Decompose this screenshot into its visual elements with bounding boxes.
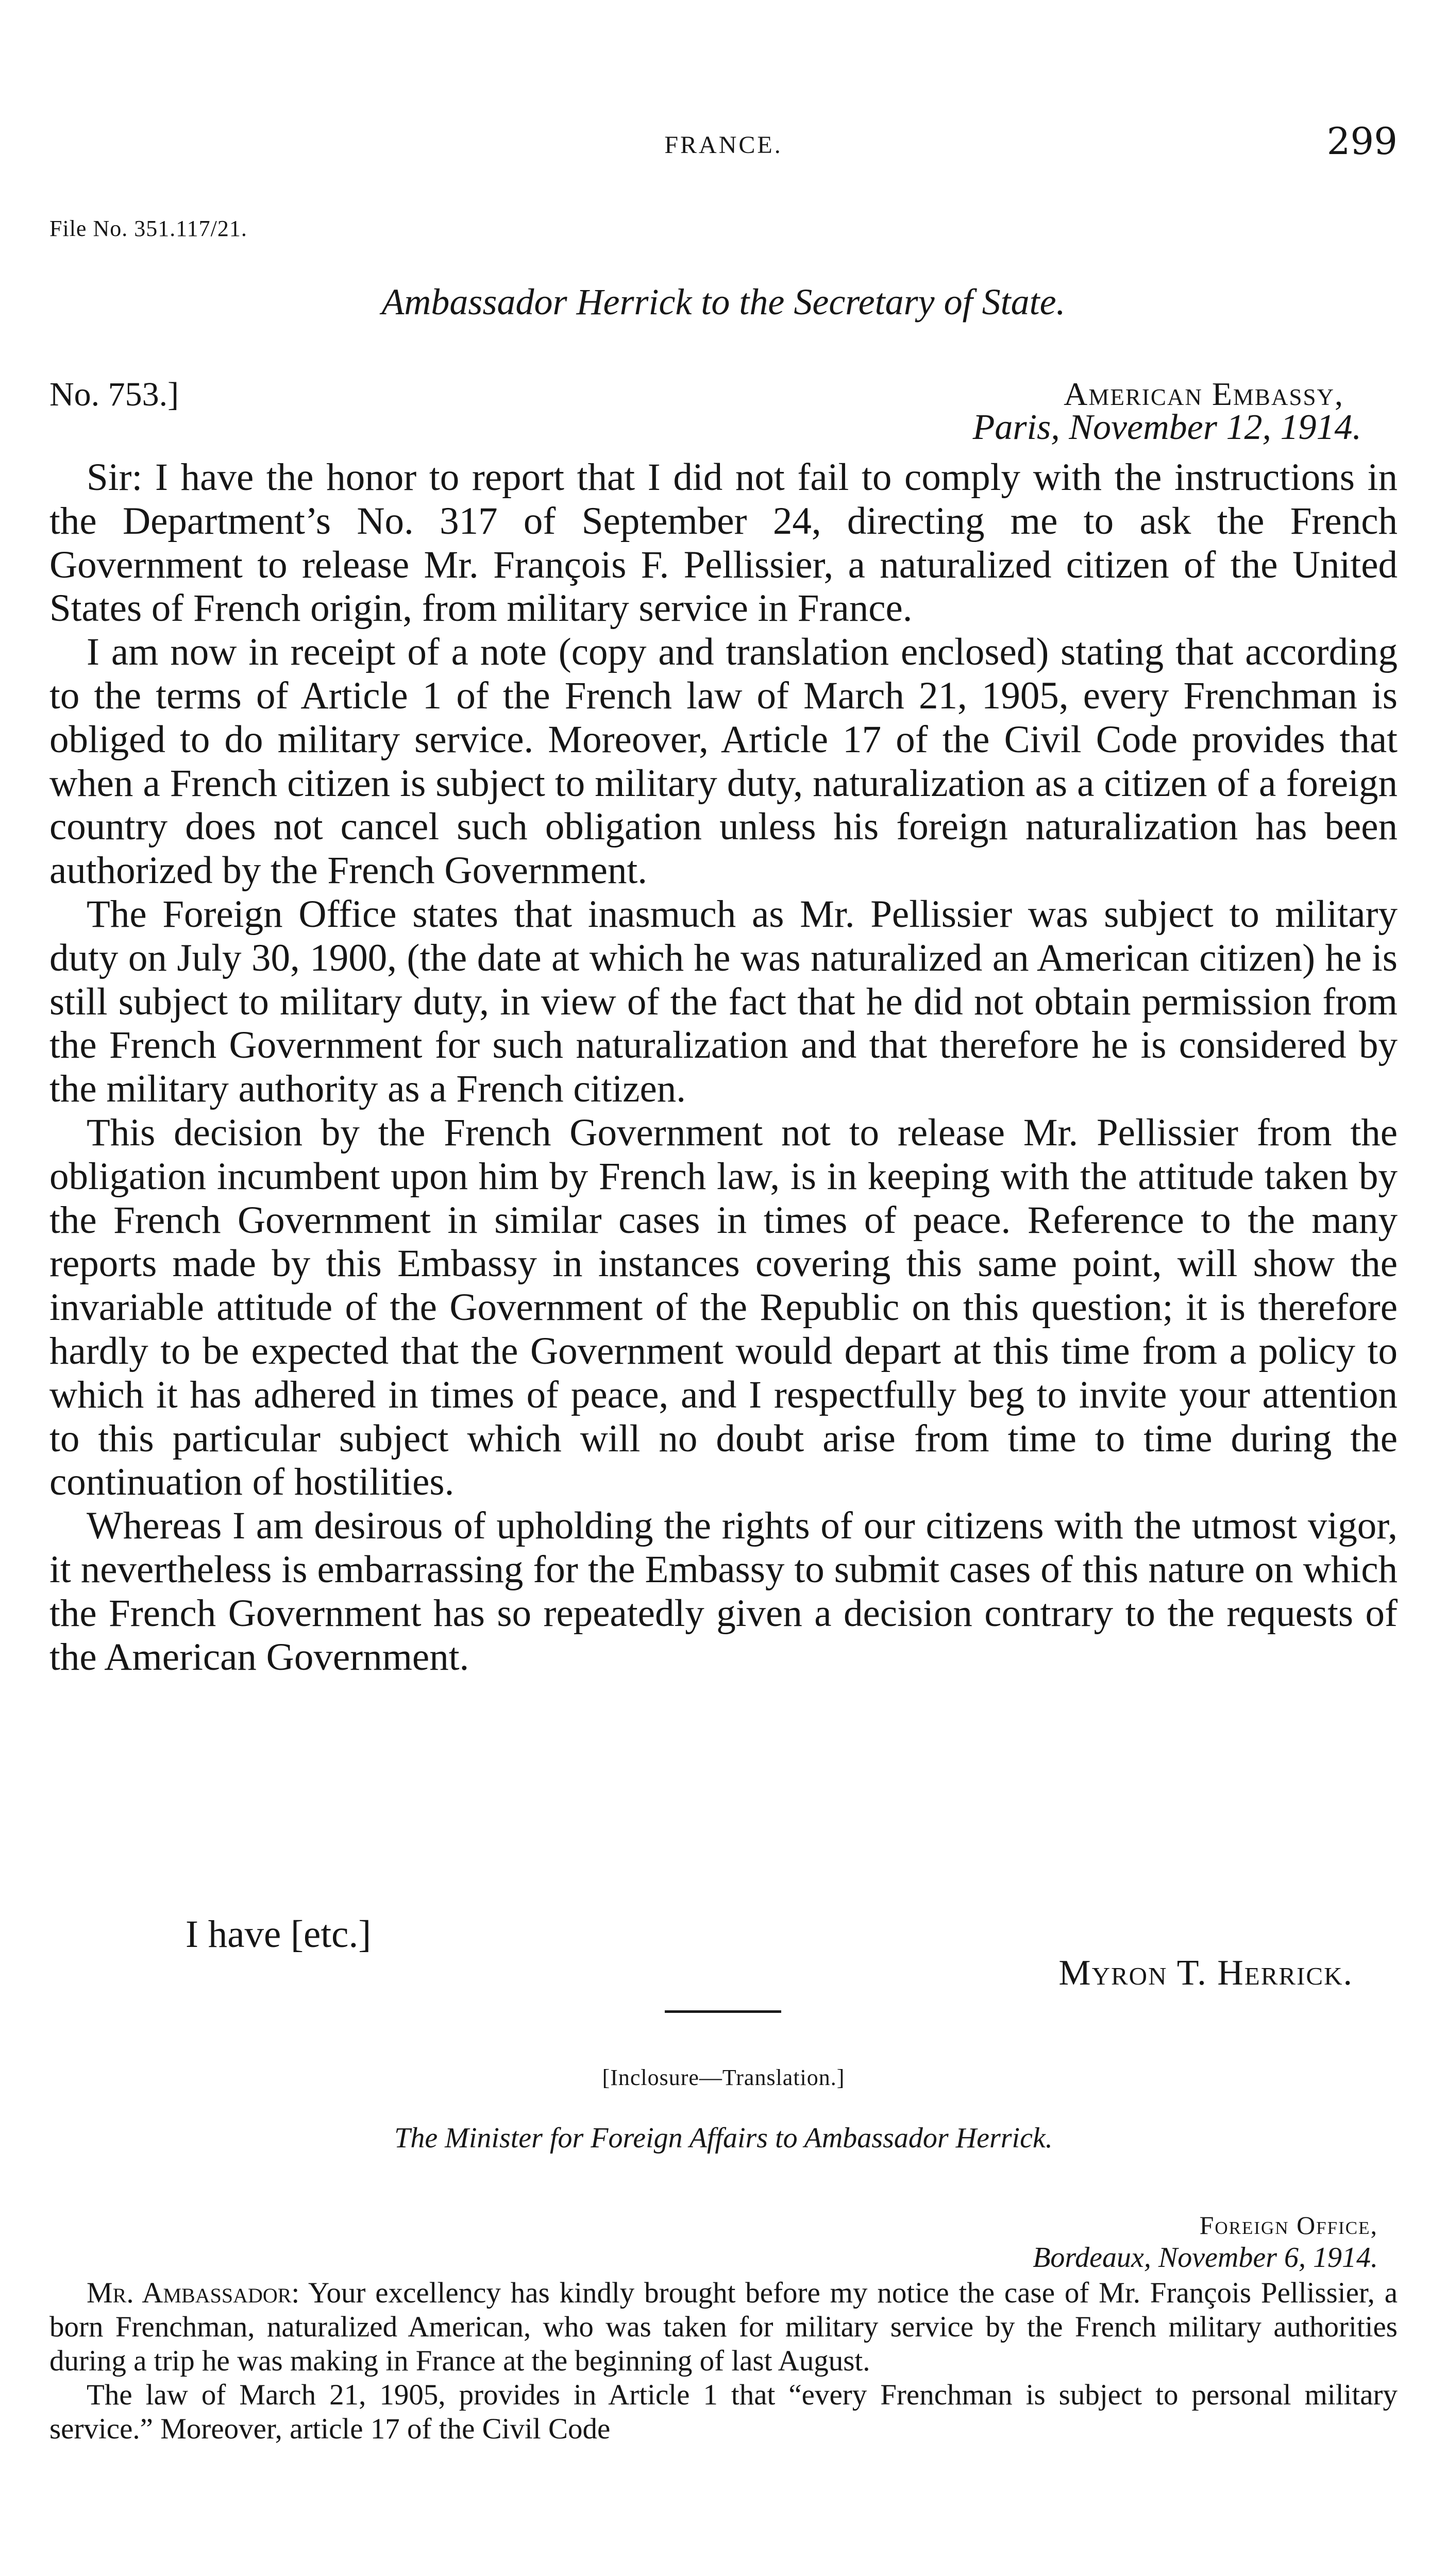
inclosure-paragraph-1-text: Your excellency has kindly brought before my notice the case of Mr. François Pellissier, a born Frenchman, naturalized American, who was taken for military service by the French military authorities during a trip he was making in France at the beginning of last August. bbox=[49, 2277, 1398, 2377]
inclosure-place: Foreign Office, bbox=[1199, 2211, 1378, 2240]
inclosure-body bbox=[49, 2276, 1398, 2446]
salutation: Mr. Ambassador: bbox=[87, 2277, 300, 2309]
section-divider bbox=[665, 2010, 781, 2013]
inclosure-paragraph-1 bbox=[49, 2276, 1398, 2378]
paragraph-3: The Foreign Office states that inasmuch as Mr. Pellissier was subject to military duty on July 30, 1900, (the date at which he was naturalized an American citizen) he is still subject to military duty, in view of the fact that he did not obtain permission from the French Government for such naturalization and that therefore he is considered by the military authority as a French citizen. bbox=[49, 892, 1398, 1111]
signature: Myron T. Herrick. bbox=[1058, 1953, 1353, 1993]
letter-date: Paris, November 12, 1914. bbox=[972, 408, 1361, 447]
despatch-number: No. 753.] bbox=[49, 376, 179, 413]
file-number: File No. 351.117/21. bbox=[49, 216, 247, 241]
letter-place: American Embassy, bbox=[1064, 376, 1344, 412]
closing: I have [etc.] bbox=[186, 1913, 372, 1956]
inclosure-date: Bordeaux, November 6, 1914. bbox=[1033, 2242, 1378, 2274]
paragraph-5: Whereas I am desirous of upholding the rights of our citizens with the utmost vigor, it nevertheless is embarrassing for the Embassy to submit cases of this nature on which the French Government has so repeatedly given a decision contrary to the requests of the American Government. bbox=[49, 1504, 1398, 1679]
inclosure-label: [Inclosure—Translation.] bbox=[602, 2065, 845, 2090]
document-page bbox=[49, 0, 1398, 2576]
running-title: FRANCE. bbox=[664, 131, 783, 159]
paragraph-2: I am now in receipt of a note (copy and translation enclosed) stating that according to the terms of Article 1 of the French law of March 21, 1905, every Frenchman is obliged to do military service. Moreover, Article 17 of the Civil Code provides that when a French citizen is subject to military duty, naturalization as a citizen of a foreign country does not cancel such obligation unless his foreign naturalization has been authorized by the French Government. bbox=[49, 631, 1398, 892]
letter-title: Ambassador Herrick to the Secretary of State. bbox=[381, 281, 1066, 323]
inclosure-title: The Minister for Foreign Affairs to Ambassador Herrick. bbox=[394, 2122, 1053, 2154]
running-head bbox=[49, 120, 1398, 161]
page-number: 299 bbox=[1326, 120, 1398, 163]
paragraph-4: This decision by the French Government not to release Mr. Pellissier from the obligation incumbent upon him by French law, is in keeping with the attitude taken by the French Government in similar cases in times of peace. Reference to the many reports made by this Embassy in instances covering this same point, will show the invariable attitude of the Government of the Republic on this question; it is therefore hardly to be expected that the Government would depart at this time from a policy to which it has adhered in times of peace, and I respectfully beg to invite your attention to this particular subject which will no doubt arise from time to time during the continuation of hostilities. bbox=[49, 1111, 1398, 1504]
inclosure-paragraph-2: The law of March 21, 1905, provides in Article 1 that “every Frenchman is subject to personal military service.” Moreover, article 17 of the Civil Code bbox=[49, 2379, 1398, 2445]
paragraph-1: Sir: I have the honor to report that I did not fail to comply with the instructions in the Department’s No. 317 of September 24, directing me to ask the French Government to release Mr. François F. Pellissier, a naturalized citizen of the United States of French origin, from military service in France. bbox=[49, 456, 1398, 630]
letter-body bbox=[49, 456, 1398, 1679]
